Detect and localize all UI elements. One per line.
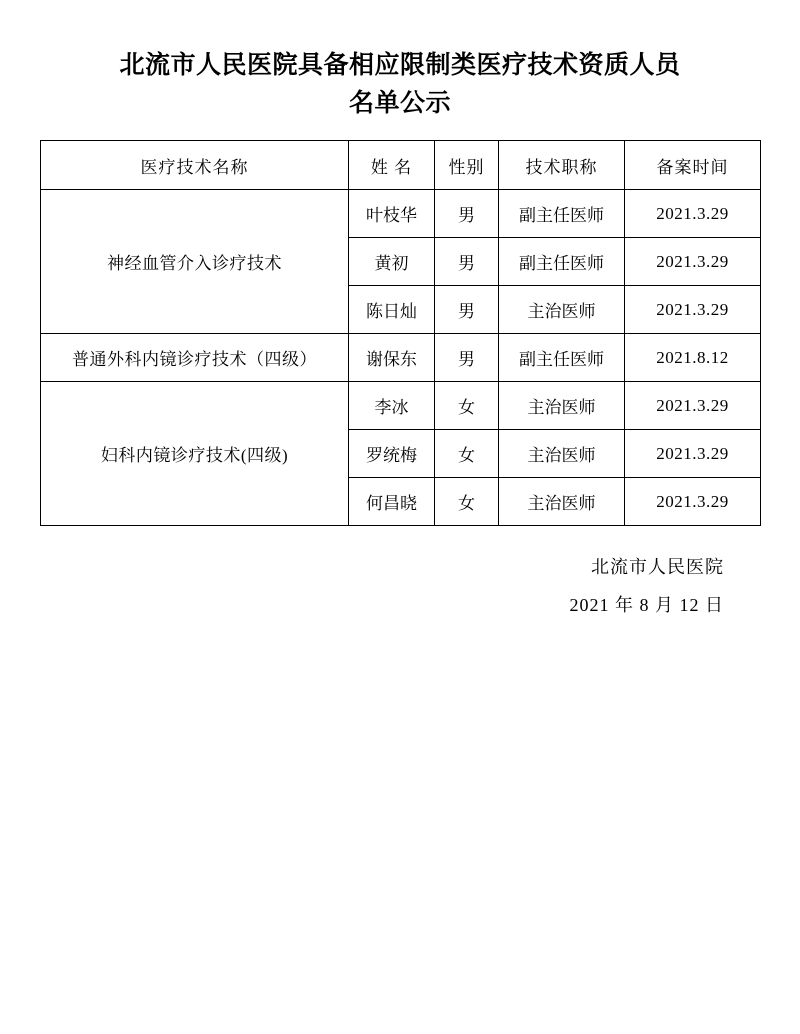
- filing-date-cell: 2021.3.29: [625, 478, 761, 526]
- signature-date: 2021 年 8 月 12 日: [569, 595, 724, 615]
- filing-date-cell: 2021.3.29: [625, 286, 761, 334]
- page-title-line-1: 北流市人民医院具备相应限制类医疗技术资质人员: [119, 50, 681, 79]
- technology-name-cell: 普通外科内镜诊疗技术（四级）: [41, 334, 349, 382]
- person-name-cell: 叶枝华: [349, 190, 435, 238]
- signature-organization: 北流市人民医院: [591, 557, 724, 577]
- person-sex-cell: 男: [435, 334, 499, 382]
- technology-name-cell: 妇科内镜诊疗技术(四级): [41, 382, 349, 526]
- table-row: [41, 382, 761, 430]
- person-title-cell: 主治医师: [499, 430, 625, 478]
- page-title: [80, 46, 720, 122]
- qualified-personnel-table: [40, 140, 761, 526]
- filing-date-cell: 2021.3.29: [625, 382, 761, 430]
- person-title-cell: 主治医师: [499, 478, 625, 526]
- person-name-cell: 谢保东: [349, 334, 435, 382]
- table-row: [41, 190, 761, 238]
- page-title-line-2: 名单公示: [348, 88, 451, 117]
- person-sex-cell: 男: [435, 286, 499, 334]
- column-header-name: 姓 名: [349, 141, 435, 190]
- filing-date-cell: 2021.8.12: [625, 334, 761, 382]
- person-sex-cell: 女: [435, 430, 499, 478]
- person-sex-cell: 男: [435, 190, 499, 238]
- column-header-sex: 性别: [435, 141, 499, 190]
- column-header-technology: 医疗技术名称: [41, 141, 349, 190]
- person-title-cell: 主治医师: [499, 286, 625, 334]
- person-name-cell: 何昌晓: [349, 478, 435, 526]
- table-row: [41, 334, 761, 382]
- filing-date-cell: 2021.3.29: [625, 190, 761, 238]
- signature-block: [40, 548, 760, 624]
- technology-name-cell: 神经血管介入诊疗技术: [41, 190, 349, 334]
- column-header-filing-date: 备案时间: [625, 141, 761, 190]
- person-name-cell: 陈日灿: [349, 286, 435, 334]
- person-title-cell: 主治医师: [499, 382, 625, 430]
- person-sex-cell: 女: [435, 478, 499, 526]
- person-name-cell: 黄初: [349, 238, 435, 286]
- column-header-title: 技术职称: [499, 141, 625, 190]
- person-title-cell: 副主任医师: [499, 334, 625, 382]
- person-sex-cell: 男: [435, 238, 499, 286]
- person-title-cell: 副主任医师: [499, 238, 625, 286]
- table-header-row: [41, 141, 761, 190]
- filing-date-cell: 2021.3.29: [625, 430, 761, 478]
- person-name-cell: 李冰: [349, 382, 435, 430]
- person-name-cell: 罗统梅: [349, 430, 435, 478]
- person-title-cell: 副主任医师: [499, 190, 625, 238]
- person-sex-cell: 女: [435, 382, 499, 430]
- filing-date-cell: 2021.3.29: [625, 238, 761, 286]
